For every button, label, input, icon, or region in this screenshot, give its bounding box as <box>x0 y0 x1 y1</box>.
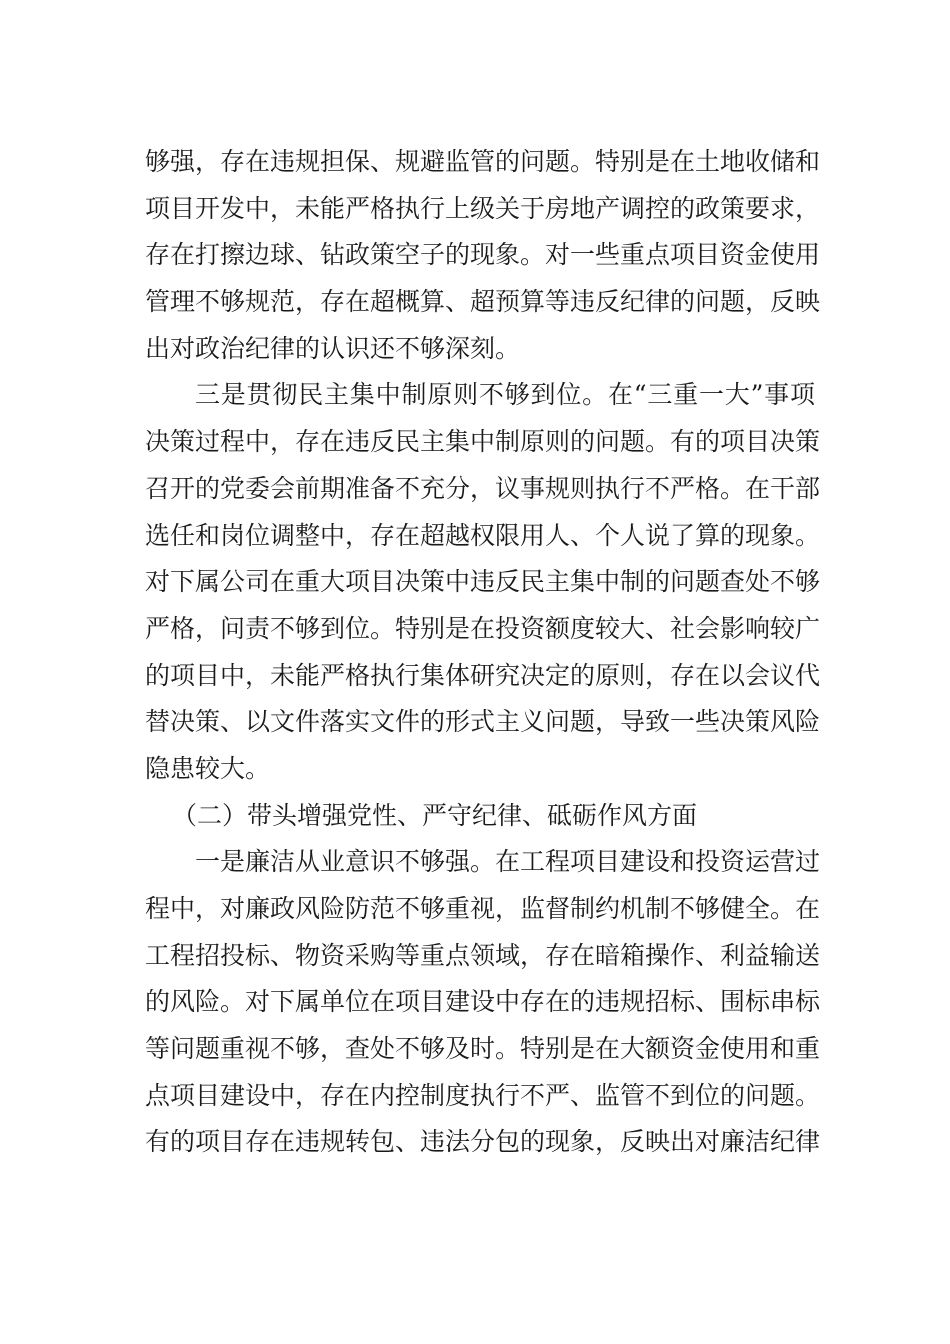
section-heading: （二）带头增强党性、严守纪律、砥砺作风方面 <box>172 800 698 830</box>
body-text <box>145 139 821 1166</box>
text-line: 有的项目存在违规转包、违法分包的现象，反映出对廉洁纪律 <box>145 1127 821 1157</box>
text-line: 一是廉洁从业意识不够强。在工程项目建设和投资运营过 <box>195 847 821 877</box>
text-line: 的项目中，未能严格执行集体研究决定的原则，存在以会议代 <box>145 660 821 690</box>
text-line: 工程招投标、物资采购等重点领域，存在暗箱操作、利益输送 <box>145 940 821 970</box>
text-line: 出对政治纪律的认识还不够深刻。 <box>145 333 521 363</box>
text-line: 项目开发中，未能严格执行上级关于房地产调控的政策要求， <box>145 193 821 223</box>
text-line: 替决策、以文件落实文件的形式主义问题，导致一些决策风险 <box>145 707 821 737</box>
text-line: 程中，对廉政风险防范不够重视，监督制约机制不够健全。在 <box>145 894 821 923</box>
text-line: 等问题重视不够，查处不够及时。特别是在大额资金使用和重 <box>145 1034 821 1064</box>
text-line: 严格，问责不够到位。特别是在投资额度较大、社会影响较广 <box>145 613 821 643</box>
text-line: 选任和岗位调整中，存在超越权限用人、个人说了算的现象。 <box>145 520 821 550</box>
text-line: 的风险。对下属单位在项目建设中存在的违规招标、围标串标 <box>145 987 821 1017</box>
text-line: 对下属公司在重大项目决策中违反民主集中制的问题查处不够 <box>145 567 821 597</box>
text-line: 管理不够规范，存在超概算、超预算等违反纪律的问题，反映 <box>145 287 821 317</box>
text-line: 点项目建设中，存在内控制度执行不严、监管不到位的问题。 <box>145 1080 821 1110</box>
text-line: 召开的党委会前期准备不充分，议事规则执行不严格。在干部 <box>145 473 821 503</box>
text-line: 决策过程中，存在违反民主集中制原则的问题。有的项目决策 <box>145 427 821 457</box>
text-line: 够强，存在违规担保、规避监管的问题。特别是在土地收储和 <box>145 147 821 176</box>
text-line: 三是贯彻民主集中制原则不够到位。在“三重一大”事项 <box>195 380 815 410</box>
text-line: 隐患较大。 <box>145 753 271 783</box>
text-line: 存在打擦边球、钻政策空子的现象。对一些重点项目资金使用 <box>145 240 821 270</box>
